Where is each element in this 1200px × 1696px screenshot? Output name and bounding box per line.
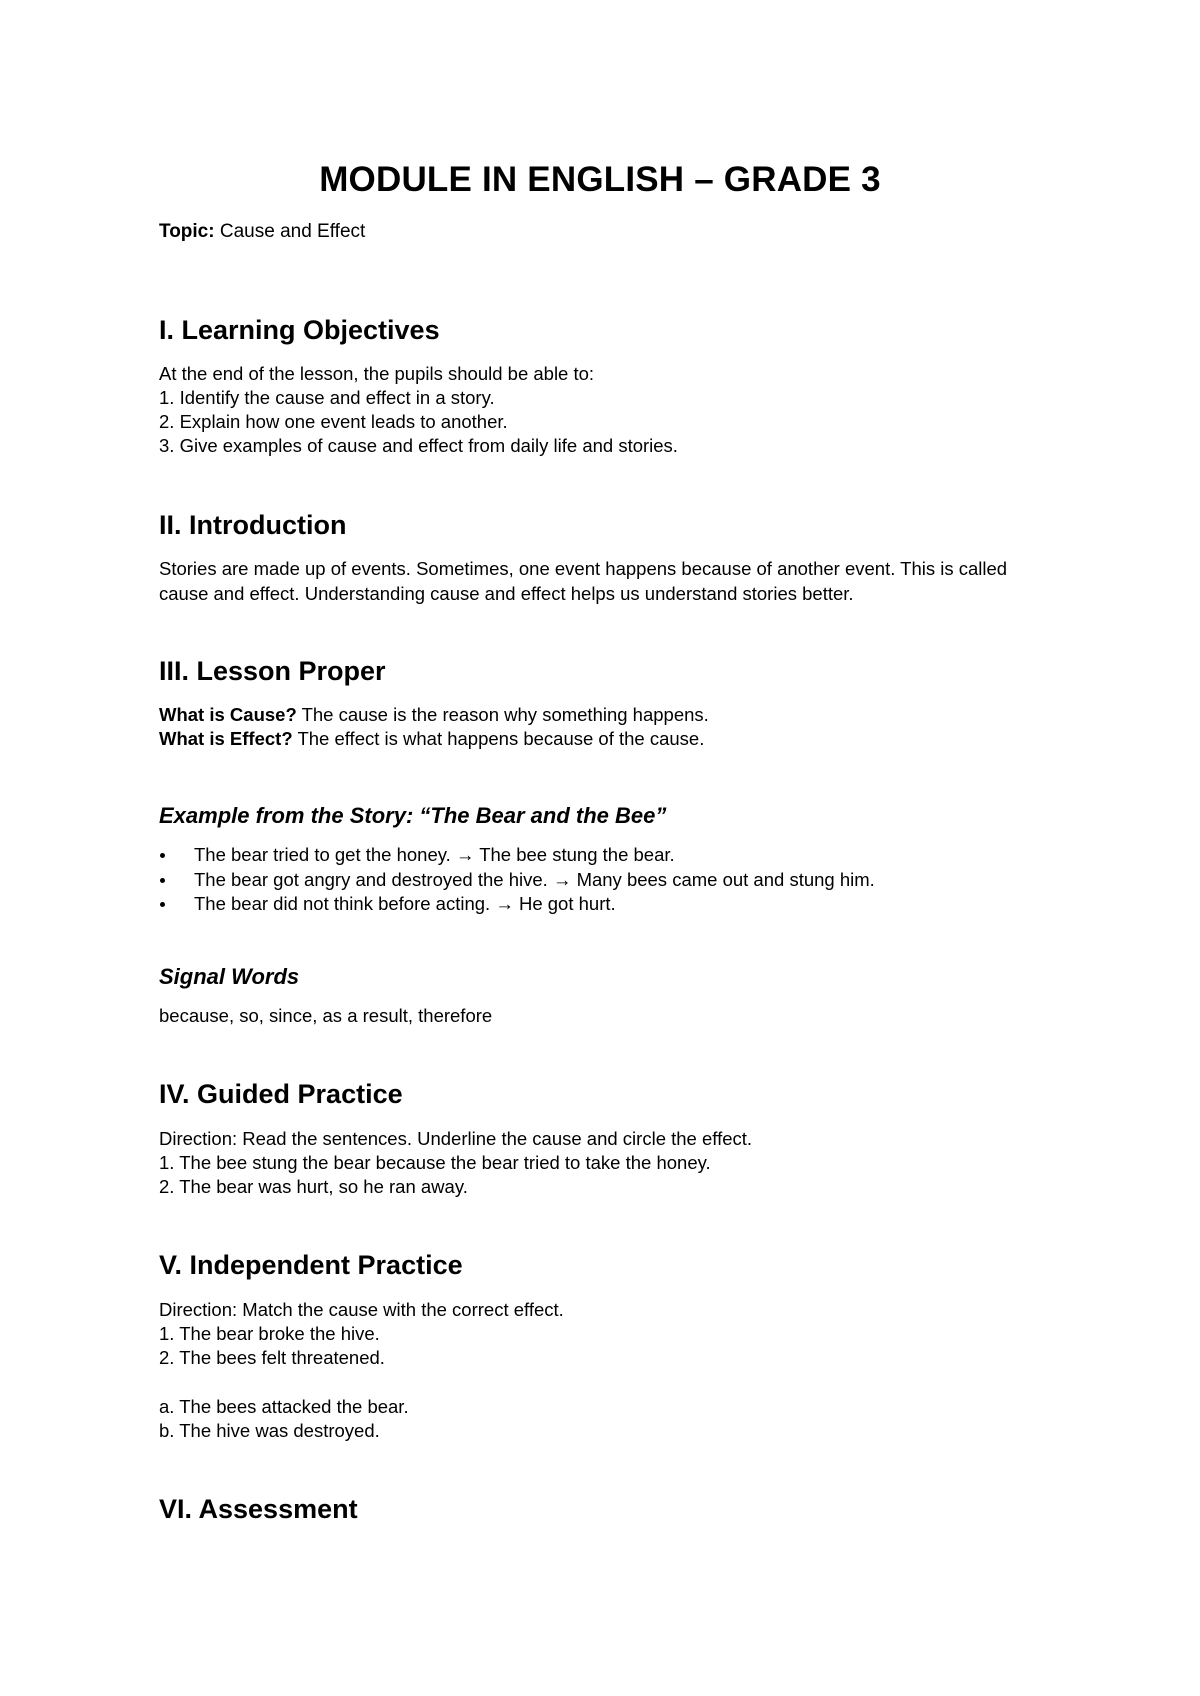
example-item — [159, 868, 875, 893]
guided-item: 1. The bee stung the bear because the bear tried to take the honey. — [159, 1152, 711, 1173]
example-heading: Example from the Story: “The Bear and the Bee” — [159, 803, 667, 828]
example-item — [159, 892, 875, 917]
objective-item: 1. Identify the cause and effect in a story. — [159, 387, 495, 408]
bullet-icon — [160, 902, 165, 907]
assessment-heading: VI. Assessment — [159, 1494, 358, 1524]
topic-value: Cause and Effect — [219, 221, 366, 242]
cause-item: 2. The bees felt threatened. — [159, 1347, 385, 1368]
cause-label: What is Cause? — [159, 704, 297, 725]
effect-item: b. The hive was destroyed. — [159, 1420, 380, 1441]
objectives-intro: At the end of the lesson, the pupils should be able to: — [159, 363, 595, 384]
cause-text: The cause is the reason why something happens. — [301, 704, 709, 725]
introduction-text: Stories are made up of events. Sometimes, one event happens because of another event. This is called cause and effect. Understanding cause and effect helps us understand stories better. — [159, 558, 1008, 604]
bullet-icon — [160, 878, 165, 883]
example-text: The bear tried to get the honey. → The bee stung the bear. — [194, 844, 675, 865]
guided-direction: Direction: Read the sentences. Underline the cause and circle the effect. — [159, 1128, 753, 1149]
cause-definition — [159, 703, 709, 728]
objectives-heading: I. Learning Objectives — [159, 315, 440, 345]
bullet-icon — [160, 853, 165, 858]
cause-item: 1. The bear broke the hive. — [159, 1323, 380, 1344]
signal-words-heading: Signal Words — [159, 964, 300, 989]
document-title: MODULE IN ENGLISH – GRADE 3 — [319, 160, 881, 199]
example-text: The bear did not think before acting. → He got hurt. — [194, 893, 616, 914]
example-text: The bear got angry and destroyed the hive. → Many bees came out and stung him. — [194, 868, 875, 890]
objective-item: 2. Explain how one event leads to another. — [159, 411, 508, 432]
objective-item: 3. Give examples of cause and effect from daily life and stories. — [159, 435, 678, 456]
signal-words-text: because, so, since, as a result, therefore — [159, 1005, 493, 1026]
guided-item: 2. The bear was hurt, so he ran away. — [159, 1176, 468, 1197]
effect-text: The effect is what happens because of the cause. — [297, 728, 705, 749]
example-list — [159, 843, 875, 917]
effect-definition — [159, 727, 704, 752]
independent-practice-heading: V. Independent Practice — [159, 1250, 463, 1280]
independent-direction: Direction: Match the cause with the correct effect. — [159, 1299, 564, 1320]
effect-label: What is Effect? — [159, 728, 293, 749]
effect-item: a. The bees attacked the bear. — [159, 1396, 409, 1417]
guided-practice-heading: IV. Guided Practice — [159, 1079, 403, 1109]
lesson-heading: III. Lesson Proper — [159, 656, 386, 686]
topic-line — [159, 220, 365, 244]
example-item — [159, 843, 875, 868]
introduction-heading: II. Introduction — [159, 510, 347, 540]
topic-label: Topic: — [159, 221, 215, 242]
